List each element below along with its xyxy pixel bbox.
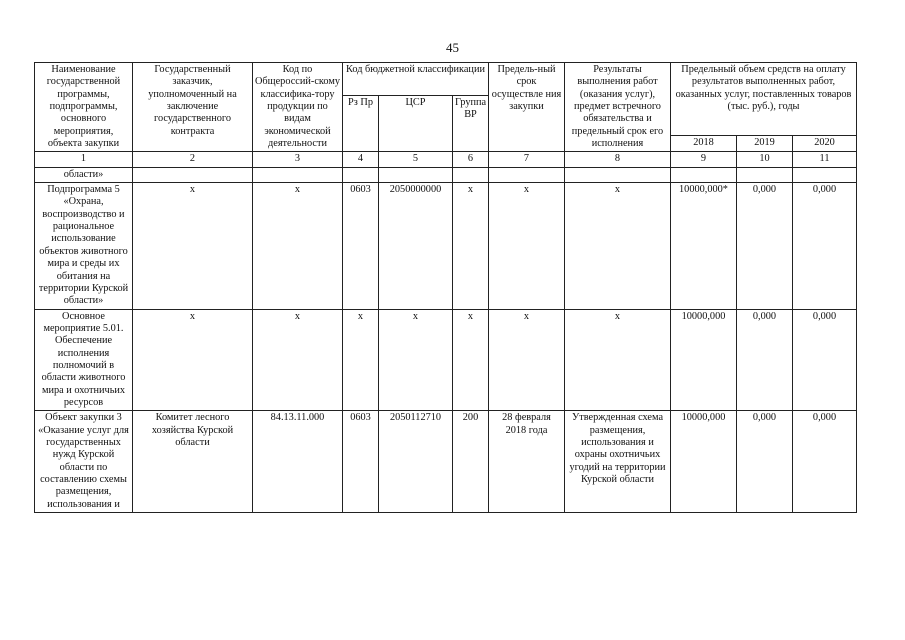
row-deadline: х: [489, 309, 565, 411]
header-vr: Группа ВР: [453, 96, 489, 152]
header-year-2020: 2020: [793, 136, 857, 152]
header-rzpr: Рз Пр: [343, 96, 379, 152]
row-y2018: 10000,000: [671, 411, 737, 513]
row-deadline: 28 февраля 2018 года: [489, 411, 565, 513]
row-csr: 2050000000: [379, 183, 453, 309]
column-number: 9: [671, 152, 737, 167]
column-number-row: [35, 152, 857, 167]
row-y2020: 0,000: [793, 411, 857, 513]
header-row-1: [35, 63, 857, 96]
row-y2020: 0,000: [793, 183, 857, 309]
column-number: 6: [453, 152, 489, 167]
column-number: 2: [133, 152, 253, 167]
table-row-subprogram: [35, 183, 857, 309]
row-name: Объект закупки 3 «Оказание услуг для государственных нужд Курской области по составлению схемы размещения, использования и: [35, 411, 133, 513]
header-year-2018: 2018: [671, 136, 737, 152]
row-deadline: х: [489, 183, 565, 309]
row-vr: х: [453, 309, 489, 411]
row-rzpr: 0603: [343, 411, 379, 513]
column-number: 10: [737, 152, 793, 167]
carry-over-row: [35, 167, 857, 182]
row-y2018: 10000,000*: [671, 183, 737, 309]
row-y2019: 0,000: [737, 309, 793, 411]
header-budget-code: Код бюджетной классификации: [343, 63, 489, 96]
row-customer: х: [133, 309, 253, 411]
row-y2018: 10000,000: [671, 309, 737, 411]
column-number: 11: [793, 152, 857, 167]
header-customer: Государственный заказчик, уполномоченный на заключение государственного контракта: [133, 63, 253, 152]
row-customer: х: [133, 183, 253, 309]
column-number: 7: [489, 152, 565, 167]
row-vr: х: [453, 183, 489, 309]
header-results: Результаты выполнения работ (оказания услуг), предмет встречного обязательства и предельный срок его исполнения: [565, 63, 671, 152]
table-row-procurement-object: [35, 411, 857, 513]
row-y2020: 0,000: [793, 309, 857, 411]
row-okpd: х: [253, 183, 343, 309]
row-name: Основное мероприятие 5.01. Обеспечение исполнения полномочий в области животного мира и охотничьих ресурсов: [35, 309, 133, 411]
row-rzpr: х: [343, 309, 379, 411]
row-rzpr: 0603: [343, 183, 379, 309]
header-okpd-code: Код по Общероссий-скому классифика-тору продукции по видам экономической деятельности: [253, 63, 343, 152]
header-year-2019: 2019: [737, 136, 793, 152]
header-csr: ЦСР: [379, 96, 453, 152]
row-csr: 2050112710: [379, 411, 453, 513]
column-number: 5: [379, 152, 453, 167]
column-number: 3: [253, 152, 343, 167]
row-y2019: 0,000: [737, 411, 793, 513]
column-number: 4: [343, 152, 379, 167]
row-y2019: 0,000: [737, 183, 793, 309]
header-funds: Предельный объем средств на оплату результатов выполненных работ, оказанных услуг, поставленных товаров (тыс. руб.), годы: [671, 63, 857, 136]
row-name: Подпрограмма 5 «Охрана, воспроизводство и рациональное использование объектов животного мира и среды их обитания на территории Курской области»: [35, 183, 133, 309]
column-number: 8: [565, 152, 671, 167]
header-name: Наименование государственной программы, подпрограммы, основного мероприятия, объекта закупки: [35, 63, 133, 152]
carry-over-text: области»: [35, 167, 133, 182]
row-results: Утвержденная схема размещения, использования и охраны охотничьих угодий на территории Курской области: [565, 411, 671, 513]
table-row-main-activity: [35, 309, 857, 411]
row-results: х: [565, 183, 671, 309]
row-results: х: [565, 309, 671, 411]
page-number: 45: [446, 40, 459, 55]
row-okpd: 84.13.11.000: [253, 411, 343, 513]
row-customer: Комитет лесного хозяйства Курской области: [133, 411, 253, 513]
header-deadline: Предель-ный срок осуществле ния закупки: [489, 63, 565, 152]
row-vr: 200: [453, 411, 489, 513]
procurement-plan-table: [34, 62, 857, 513]
row-csr: х: [379, 309, 453, 411]
row-okpd: х: [253, 309, 343, 411]
column-number: 1: [35, 152, 133, 167]
